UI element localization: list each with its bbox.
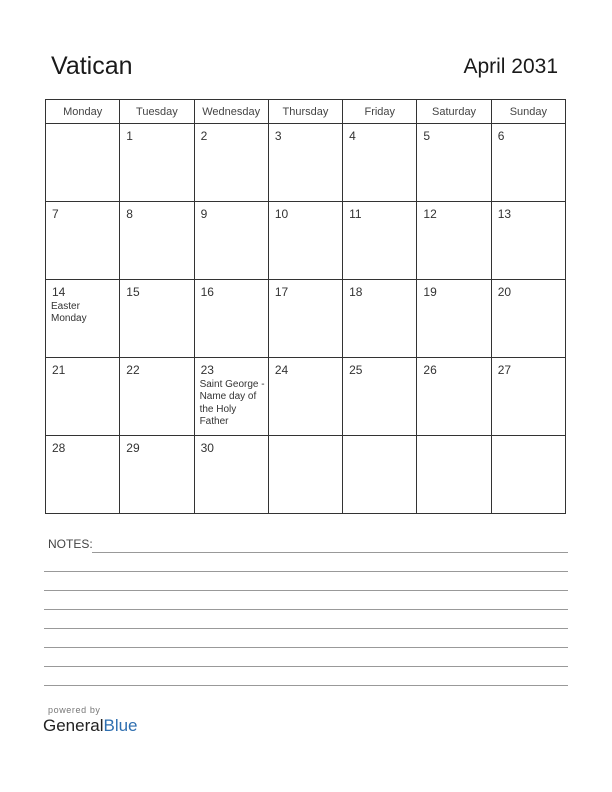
day-cell [268, 280, 342, 358]
day-cell [194, 436, 268, 514]
empty-day-cell [417, 436, 491, 514]
note-line [92, 552, 568, 553]
note-line [44, 647, 568, 648]
day-number: 25 [349, 363, 363, 377]
day-cell [46, 436, 120, 514]
day-number: 4 [349, 129, 356, 143]
brand-blue: Blue [103, 716, 138, 735]
day-cell [194, 280, 268, 358]
note-line [44, 571, 568, 572]
day-number: 22 [126, 363, 140, 377]
weekday-header: Thursday [268, 100, 342, 124]
note-line [44, 628, 568, 629]
day-number: 19 [423, 285, 437, 299]
day-cell [343, 358, 417, 436]
holiday-label: Saint George - Name day of the Holy Father [199, 379, 265, 427]
day-cell [491, 202, 565, 280]
empty-day-cell [46, 124, 120, 202]
day-cell [46, 202, 120, 280]
day-cell [417, 280, 491, 358]
day-number: 18 [349, 285, 363, 299]
day-number: 24 [274, 363, 289, 377]
day-number: 13 [497, 207, 512, 221]
weekday-header: Tuesday [120, 100, 194, 124]
day-cell [194, 202, 268, 280]
calendar-grid [45, 99, 566, 514]
week-row [46, 202, 566, 280]
day-cell [417, 124, 491, 202]
day-cell [46, 358, 120, 436]
day-cell [120, 202, 194, 280]
day-number: 21 [52, 363, 66, 377]
powered-by-text: powered by [48, 705, 101, 715]
week-row [46, 358, 566, 436]
weekday-header: Wednesday [194, 100, 268, 124]
brand-logo[interactable] [43, 716, 138, 736]
weekday-header: Sunday [491, 100, 565, 124]
day-cell [491, 358, 565, 436]
day-cell [417, 202, 491, 280]
country-title: Vatican [51, 52, 133, 80]
empty-day-cell [268, 436, 342, 514]
weekday-header: Saturday [417, 100, 491, 124]
empty-day-cell [491, 436, 565, 514]
day-number: 26 [423, 363, 437, 377]
day-cell [194, 124, 268, 202]
day-number: 29 [126, 441, 140, 455]
weekday-header: Friday [343, 100, 417, 124]
empty-day-cell [343, 436, 417, 514]
weekday-header-row [46, 100, 566, 124]
holiday-label: Easter Monday [51, 301, 87, 325]
day-number: 28 [52, 441, 66, 455]
notes-label: NOTES: [48, 537, 93, 551]
day-cell [120, 124, 194, 202]
brand-general: General [43, 716, 104, 735]
day-cell [268, 358, 342, 436]
day-number: 10 [274, 207, 289, 221]
day-cell [343, 280, 417, 358]
week-row [46, 280, 566, 358]
day-number: 1 [126, 129, 133, 143]
day-number: 20 [497, 285, 512, 299]
day-cell [120, 280, 194, 358]
note-line [44, 666, 568, 667]
day-cell [491, 280, 565, 358]
day-cell [194, 358, 268, 436]
day-cell [491, 124, 565, 202]
day-number: 12 [423, 207, 437, 221]
day-cell [120, 358, 194, 436]
day-number: 14 [52, 285, 66, 299]
day-cell [417, 358, 491, 436]
day-number: 17 [274, 285, 289, 299]
note-line [44, 685, 568, 686]
day-number: 8 [126, 207, 133, 221]
day-cell [268, 202, 342, 280]
day-cell [46, 280, 120, 358]
day-cell [120, 436, 194, 514]
day-number: 27 [497, 363, 512, 377]
day-number: 9 [200, 207, 208, 221]
month-year-title: April 2031 [463, 55, 558, 78]
day-number: 30 [200, 441, 214, 455]
note-line [44, 609, 568, 610]
day-number: 3 [274, 129, 282, 143]
day-number: 7 [52, 207, 59, 221]
week-row [46, 436, 566, 514]
day-number: 5 [423, 129, 431, 143]
day-cell [343, 202, 417, 280]
day-number: 23 [200, 363, 214, 377]
day-cell [343, 124, 417, 202]
day-number: 6 [497, 129, 505, 143]
note-line [44, 590, 568, 591]
week-row [46, 124, 566, 202]
weekday-header: Monday [46, 100, 120, 124]
day-number: 16 [200, 285, 214, 299]
day-number: 11 [349, 207, 362, 221]
day-number: 2 [200, 129, 208, 143]
day-cell [268, 124, 342, 202]
day-number: 15 [126, 285, 140, 299]
